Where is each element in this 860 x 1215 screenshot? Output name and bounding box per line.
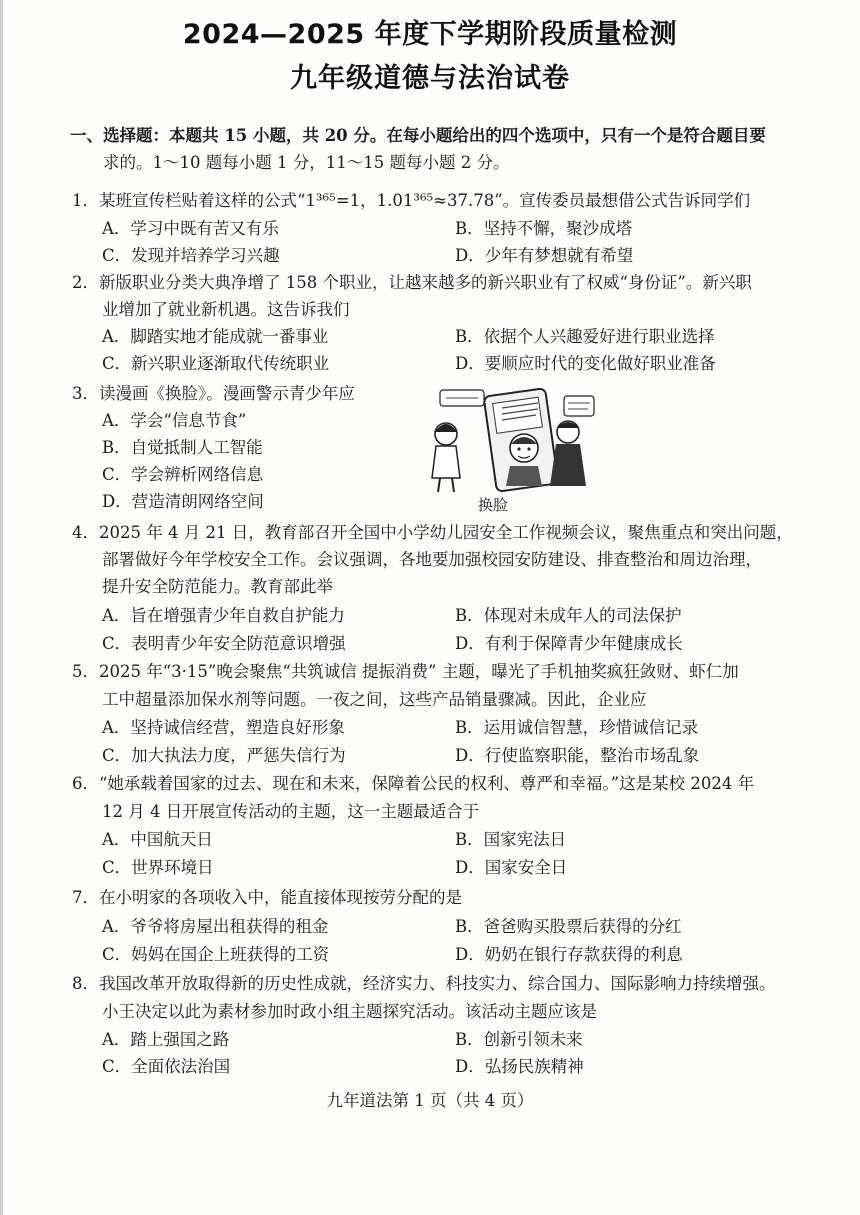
question-4-option-c: C．表明青少年安全防范意识增强 bbox=[102, 634, 346, 653]
question-8-option-a: A．踏上强国之路 bbox=[102, 1030, 230, 1049]
question-2-option-c: C．新兴职业逐渐取代传统职业 bbox=[102, 354, 330, 373]
question-7-stem: 7．在小明家的各项收入中，能直接体现按劳分配的是 bbox=[72, 888, 462, 907]
question-5-option-b: B．运用诚信智慧，珍惜诚信记录 bbox=[455, 718, 699, 737]
question-6-option-a: A．中国航天日 bbox=[102, 830, 213, 849]
question-5-stem-line2: 工中超量添加保水剂等问题。一夜之间，这些产品销量骤减。因此，企业应 bbox=[102, 690, 647, 709]
question-3-option-d: D．营造清朗网络空间 bbox=[102, 492, 264, 511]
question-5-option-d: D．行使监察职能，整治市场乱象 bbox=[455, 746, 700, 765]
question-6-option-b: B．国家宪法日 bbox=[455, 830, 567, 849]
question-4-option-b: B．体现对未成年人的司法保护 bbox=[455, 606, 682, 625]
question-1-option-c: C．发现并培养学习兴趣 bbox=[102, 246, 280, 265]
question-3-option-c: C．学会辨析网络信息 bbox=[102, 465, 264, 484]
question-4-option-d: D．有利于保障青少年健康成长 bbox=[455, 634, 683, 653]
cartoon-caption: 换脸 bbox=[478, 496, 509, 514]
question-8-stem-line1: 8．我国改革开放取得新的历史性成就，经济实力、科技实力、综合国力、国际影响力持续增强。 bbox=[72, 974, 776, 993]
question-7-option-b: B．爸爸购买股票后获得的分红 bbox=[455, 917, 682, 936]
question-3-option-a: A．学会“信息节食” bbox=[102, 411, 247, 430]
question-5-option-a: A．坚持诚信经营，塑造良好形象 bbox=[102, 718, 345, 737]
question-6-stem-line1: 6．“她承载着国家的过去、现在和未来，保障着公民的权利、尊严和幸福。”这是某校 2024 年 bbox=[72, 774, 755, 793]
question-6-option-c: C．世界环境日 bbox=[102, 858, 214, 877]
question-7-option-c: C．妈妈在国企上班获得的工资 bbox=[102, 945, 330, 964]
question-3-stem: 3．读漫画《换脸》。漫画警示青少年应 bbox=[72, 384, 355, 403]
question-2-option-b: B．依据个人兴趣爱好进行职业选择 bbox=[455, 327, 715, 346]
question-1-option-d: D．少年有梦想就有希望 bbox=[455, 246, 634, 265]
question-4-stem-line2: 部署做好今年学校安全工作。会议强调，各地要加强校园安防建设、排查整治和周边治理， bbox=[102, 550, 762, 569]
question-4-option-a: A．旨在增强青少年自救自护能力 bbox=[102, 606, 345, 625]
question-1-stem: 1．某班宣传栏贴着这样的公式“1³⁶⁵=1，1.01³⁶⁵≈37.78”。宣传委员最想借公式告诉同学们 bbox=[72, 191, 751, 210]
question-2-option-a: A．脚踏实地才能成就一番事业 bbox=[102, 327, 329, 346]
question-4-stem-line1: 4．2025 年 4 月 21 日，教育部召开全国中小学幼儿园安全工作视频会议，聚焦重点和突出问题， bbox=[72, 523, 793, 542]
question-6-stem-line2: 12 月 4 日开展宣传活动的主题，这一主题最适合于 bbox=[102, 802, 480, 821]
page-edge-shadow bbox=[0, 0, 3, 1215]
question-8-option-d: D．弘扬民族精神 bbox=[455, 1057, 584, 1076]
question-2-stem-line2: 业增加了就业新机遇。这告诉我们 bbox=[102, 300, 350, 319]
question-1-option-b: B．坚持不懈，聚沙成塔 bbox=[455, 219, 633, 238]
question-2-stem-line1: 2．新版职业分类大典净增了 158 个职业，让越来越多的新兴职业有了权威“身份证”。新兴职 bbox=[72, 273, 752, 292]
question-8-option-c: C．全面依法治国 bbox=[102, 1057, 231, 1076]
section-intro-line1: 一、选择题：本题共 15 小题，共 20 分。在每小题给出的四个选项中，只有一个是符合题目要 bbox=[70, 126, 766, 145]
question-5-option-c: C．加大执法力度，严惩失信行为 bbox=[102, 746, 346, 765]
question-4-stem-line3: 提升安全防范能力。教育部此举 bbox=[102, 577, 333, 596]
question-7-option-d: D．奶奶在银行存款获得的利息 bbox=[455, 945, 683, 964]
question-3-option-b: B．自觉抵制人工智能 bbox=[102, 438, 263, 457]
question-7-option-a: A．爷爷将房屋出租获得的租金 bbox=[102, 917, 329, 936]
page-footer: 九年道法第 1 页（共 4 页） bbox=[326, 1091, 534, 1110]
face-swap-cartoon-illustration bbox=[418, 386, 598, 496]
exam-title-line2: 九年级道德与法治试卷 bbox=[290, 63, 570, 94]
question-8-option-b: B．创新引领未来 bbox=[455, 1030, 583, 1049]
question-8-stem-line2: 小王决定以此为素材参加时政小组主题探究活动。该活动主题应该是 bbox=[102, 1002, 597, 1021]
exam-title-line1: 2024—2025 年度下学期阶段质量检测 bbox=[182, 19, 678, 50]
question-2-option-d: D．要顺应时代的变化做好职业准备 bbox=[455, 354, 716, 373]
question-6-option-d: D．国家安全日 bbox=[455, 858, 568, 877]
question-1-option-a: A．学习中既有苦又有乐 bbox=[102, 219, 279, 238]
section-intro-line2: 求的。1～10 题每小题 1 分，11～15 题每小题 2 分。 bbox=[103, 153, 510, 172]
question-5-stem-line1: 5．2025 年“3·15”晚会聚焦“共筑诚信 提振消费” 主题，曝光了手机抽奖疯狂敛财、虾仁加 bbox=[72, 662, 739, 681]
